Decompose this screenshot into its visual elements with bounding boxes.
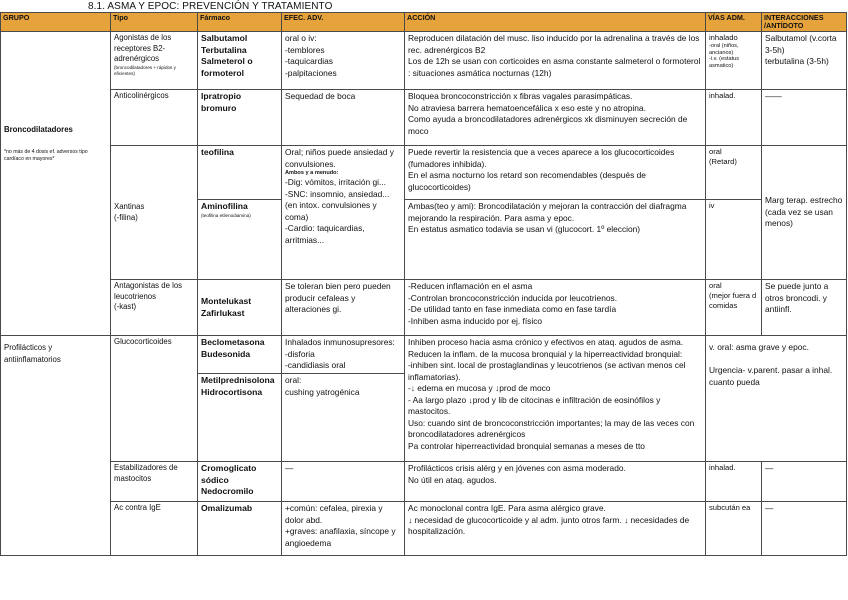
- accion-cell: Inhiben proceso hacia asma crónico y efectivos en ataq. agudos de asma. Reducen la inflam. de la mucosa bronquial y la hiperreactividad bronquial: -inhiben sint. local de prostaglandinas y leucotrienos (se activan menos cel inflamatorias). -↓ edema en mucosa y ↓prod de moco - Aa largo plazo ↓prod y lib de citocinas e infiltración de eosinófilos y mastocitos. Uso: cuando sint de broncoconstricción importantes; la may de las veces con broncodilatadores adrenérgicos Pa controlar hiperreactividad bronquial semanas a meses de tto: [405, 336, 706, 462]
- header-accion: ACCIÓN: [405, 13, 706, 32]
- header-vias: VÍAS ADM.: [706, 13, 762, 32]
- tipo-cell: Estabilizadores de mastocitos: [111, 462, 198, 502]
- header-farmaco: Fármaco: [198, 13, 282, 32]
- group-cell: Profilácticos y antiinflamatorios: [1, 336, 111, 556]
- header-grupo: GRUPO: [1, 13, 111, 32]
- table-row: [1, 462, 847, 502]
- group-cell: [1, 32, 111, 336]
- tipo-cell: Xantinas (-filina): [111, 146, 198, 280]
- group-note: *no más de 4 dosis ef. adversos tipo cardíaco en mayores*: [4, 149, 88, 162]
- drug-table: [0, 12, 847, 556]
- table-row: [1, 280, 847, 336]
- table-row: [1, 146, 847, 200]
- tipo-cell: Glucocorticoides: [111, 336, 198, 462]
- farmaco-cell: Omalizumab: [198, 502, 282, 556]
- tipo-cell: Anticolinérgicos: [111, 90, 198, 146]
- tipo-cell: Ac contra IgE: [111, 502, 198, 556]
- vias-cell: inhalad.: [706, 462, 762, 502]
- table-row: [1, 90, 847, 146]
- farmaco-label: Aminofilina: [201, 201, 248, 211]
- efec-list: -Dig: vómitos, irritación gi... -SNC: insomnio, ansiedad... (en intox. convulsiones y coma) -Cardio: taquicardias, arritmias...: [285, 177, 390, 245]
- vias-cell: oral (mejor fuera d comidas: [706, 280, 762, 336]
- vias-cell: [706, 32, 762, 90]
- farmaco-cell: teofilina: [198, 146, 282, 200]
- farmaco-cell: Montelukast Zafirlukast: [198, 280, 282, 336]
- accion-cell: Ac monoclonal contra IgE. Para asma alérgico grave. ↓ necesidad de glucocorticoide y al adm. junto otros farm. ↓ necesidades de hospitalización.: [405, 502, 706, 556]
- table-row: [1, 32, 847, 90]
- accion-cell: -Reducen inflamación en el asma -Controlan broncoconstricción inducida por leucotrienos. -De utilidad tanto en fase inmediata como en fase tardía -Inhiben asma inducido por ej. físico: [405, 280, 706, 336]
- header-row: [1, 13, 847, 32]
- efec-cell: oral o iv: -temblores -taquicardias -palpitaciones: [282, 32, 405, 90]
- farmaco-cell: Cromoglicato sódico Nedocromilo: [198, 462, 282, 502]
- farmaco-cell: [198, 200, 282, 280]
- efec-text: Oral; niños puede ansiedad y convulsiones.: [285, 147, 394, 169]
- farmaco-cell: Salbutamol Terbutalina Salmeterol o formoterol: [198, 32, 282, 90]
- vias-cell: subcután ea: [706, 502, 762, 556]
- accion-cell: Ambas(teo y ami): Broncodilatación y mejoran la contracción del diafragma mejorando la respiración. Para asma y epoc. En estatus asmatico todavia se usan vi (glucocort. 1º eleccion): [405, 200, 706, 280]
- header-tipo: Tipo: [111, 13, 198, 32]
- tipo-label: Agonistas de los receptores B2-adrenérgicos: [114, 33, 172, 63]
- page-title: 8.1. ASMA Y EPOC: PREVENCIÓN Y TRATAMIENTO: [88, 1, 333, 12]
- inter-cell: ——: [762, 90, 847, 146]
- farmaco-note: (teofilina etilenodiamina): [201, 212, 251, 218]
- efec-cell: [282, 146, 405, 280]
- accion-cell: Bloquea broncoconstricción x fibras vagales parasimpáticas. No atraviesa barrera hematoencefálica x eso este y no atropina. Como ayuda a broncodilatadores adrenérgicos xk disminuyen secreción de moco: [405, 90, 706, 146]
- vias-cell: oral (Retard): [706, 146, 762, 200]
- tipo-note: (broncodilatadores + rápidos y eficientes): [114, 64, 176, 76]
- vias-cell: inhalad.: [706, 90, 762, 146]
- accion-cell: Reproducen dilatación del musc. liso inducido por la adrenalina a través de los rec. adrenérgicos B2 Los de 12h se usan con corticoides en asma constante salmeterol o formoterol : situaciones asmática nocturnas (12h): [405, 32, 706, 90]
- table-row: [1, 502, 847, 556]
- efec-cell: +común: cefalea, pirexia y dolor abd. +graves: anafilaxia, síncope y angioedema: [282, 502, 405, 556]
- tipo-cell: [111, 32, 198, 90]
- inter-cell: —: [762, 462, 847, 502]
- farmaco-cell: Beclometasona Budesonida: [198, 336, 282, 374]
- efec-subhead: Ambos y a menudo:: [285, 170, 339, 176]
- efec-cell: oral: cushing yatrogénica: [282, 374, 405, 462]
- efec-cell: Inhalados inmunosupresores: -disforia -candidiasis oral: [282, 336, 405, 374]
- vias-cell: iv: [706, 200, 762, 280]
- group-label: Broncodilatadores: [4, 124, 73, 134]
- header-interacciones: INTERACCIONES /ANTÍDOTO: [762, 13, 847, 32]
- header-efec: EFEC. ADV.: [282, 13, 405, 32]
- vias-note: -oral (niños, ancianos) -i.v. (estatus asmatico): [709, 43, 740, 69]
- efec-cell: Se toleran bien pero pueden producir cefaleas y alteraciones gi.: [282, 280, 405, 336]
- vias-label: inhalado: [709, 33, 738, 42]
- vias-inter-cell: v. oral: asma grave y epoc. Urgencia- v.parent. pasar a inhal. cuanto pueda: [706, 336, 847, 462]
- efec-cell: —: [282, 462, 405, 502]
- farmaco-cell: Metilprednisolona Hidrocortisona: [198, 374, 282, 462]
- accion-cell: Puede revertir la resistencia que a veces aparece a los glucocorticoides (fumadores inhibida). En el asma nocturno los retard son recomendables (después de glucocorticoides): [405, 146, 706, 200]
- inter-cell: Marg terap. estrecho (cada vez se usan menos): [762, 146, 847, 280]
- inter-cell: Salbutamol (v.corta 3-5h) terbutalina (3-5h): [762, 32, 847, 90]
- accion-cell: Profilácticos crisis alérg y en jóvenes con asma moderado. No útil en ataq. agudos.: [405, 462, 706, 502]
- inter-cell: —: [762, 502, 847, 556]
- tipo-cell: Antagonistas de los leucotrienos (-kast): [111, 280, 198, 336]
- table-row: [1, 336, 847, 374]
- efec-cell: Sequedad de boca: [282, 90, 405, 146]
- farmaco-cell: Ipratropio bromuro: [198, 90, 282, 146]
- inter-cell: Se puede junto a otros broncodi. y antiinfl.: [762, 280, 847, 336]
